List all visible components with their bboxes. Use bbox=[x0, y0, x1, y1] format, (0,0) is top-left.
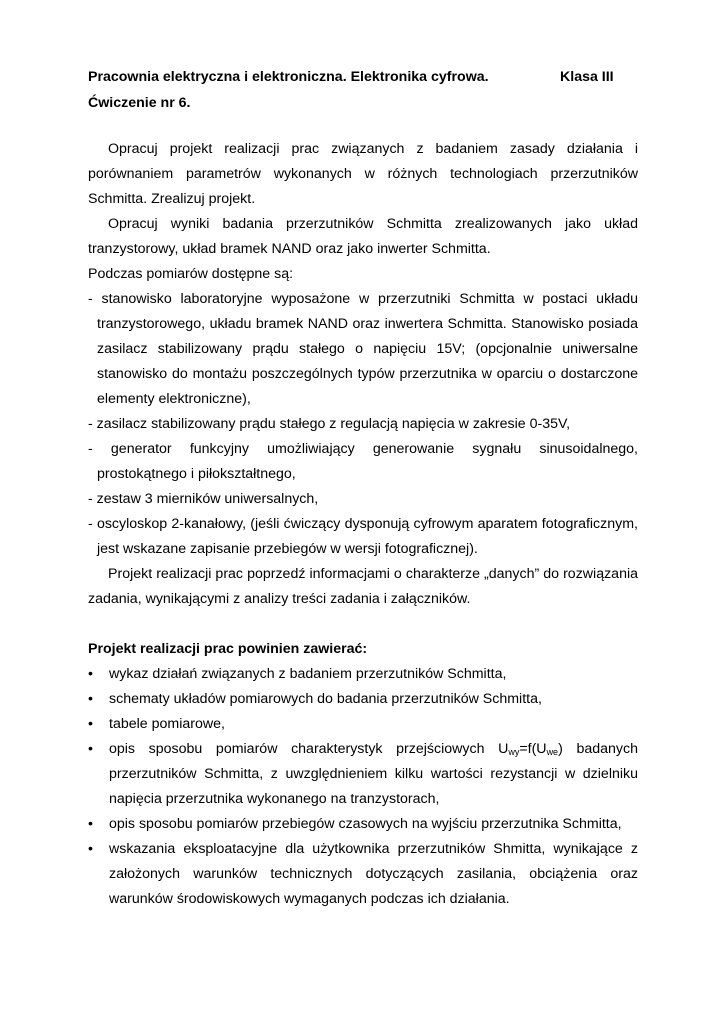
equipment-intro: Podczas pomiarów dostępne są: bbox=[88, 266, 294, 282]
list-item bbox=[88, 737, 638, 812]
intro-paragraph-1: Opracuj projekt realizacji prac związanych z badaniem zasady działania i porównaniem parametrów wykonanych w różnych technologiach przerzutników Schmitta. Zrealizuj projekt. bbox=[88, 141, 638, 207]
list-item-text: wykaz działań związanych z badaniem przerzutników Schmitta, bbox=[109, 666, 507, 682]
formula-close: ) bbox=[558, 741, 563, 757]
list-item-text bbox=[109, 741, 638, 807]
document-body bbox=[88, 137, 638, 912]
formula-lead-text: opis sposobu pomiarów charakterystyk przejściowych bbox=[109, 741, 485, 757]
equipment-item-1: - stanowisko laboratoryjne wyposażone w przerzutniki Schmitta w postaci układu tranzystorowego, układu bramek NAND oraz inwertera Schmitta. Stanowisko posiada zasilacz stabilizowany prądu stałego o napięciu 15V; (opcjonalnie uniwersalne stanowisko do montażu poszczególnych typów przerzutnika w oparciu o dostarczone elementy elektroniczne), bbox=[88, 291, 638, 407]
closing-paragraph: Projekt realizacji prac poprzedź informacjami o charakterze „danych” do rozwiązania zadania, wynikającymi z analizy treści zadania i załączników. bbox=[88, 566, 638, 607]
bullet-icon: • bbox=[88, 841, 93, 857]
class-label: Klasa III bbox=[560, 69, 614, 85]
list-item-text: wskazania eksploatacyjne dla użytkownika przerzutników Shmitta, wynikające z założonych warunków technicznych dotyczących zasilania, obciążenia oraz warunków środowiskowych wymaganych podczas ich działania. bbox=[109, 841, 638, 907]
list-item bbox=[88, 712, 638, 737]
project-heading: Projekt realizacji prac powinien zawierać: bbox=[88, 641, 368, 657]
bullet-icon: • bbox=[88, 816, 93, 832]
course-title: Pracownia elektryczna i elektroniczna. Elektronika cyfrowa. bbox=[88, 69, 489, 85]
formula-u-out: U bbox=[498, 741, 509, 757]
exercise-number: Ćwiczenie nr 6. bbox=[88, 95, 191, 111]
list-item bbox=[88, 662, 638, 687]
document-header bbox=[88, 64, 648, 116]
list-item-text: schematy układów pomiarowych do badania przerzutników Schmitta, bbox=[109, 691, 542, 707]
formula-rest: badanych przerzutników Schmitta, z uwzględnieniem kilku wartości rezystancji w dzielniku napięcia przerzutnika wykonanego na tranzystorach, bbox=[109, 741, 638, 807]
list-item bbox=[88, 837, 638, 912]
list-item-text: opis sposobu pomiarów przebiegów czasowych na wyjściu przerzutnika Schmitta, bbox=[109, 816, 622, 832]
intro-paragraph-2: Opracuj wyniki badania przerzutników Schmitta zrealizowanych jako układ tranzystorowy, układ bramek NAND oraz jako inwerter Schmitta. bbox=[88, 216, 638, 257]
equipment-item-2: - zasilacz stabilizowany prądu stałego z regulacją napięcia w zakresie 0-35V, bbox=[88, 416, 571, 432]
formula-f: =f(U bbox=[519, 741, 547, 757]
list-item-text: tabele pomiarowe, bbox=[109, 716, 225, 732]
equipment-item-3: - generator funkcyjny umożliwiający generowanie sygnału sinusoidalnego, prostokątnego i piłokształtnego, bbox=[88, 441, 638, 482]
bullet-icon: • bbox=[88, 716, 93, 732]
bullet-icon: • bbox=[88, 691, 93, 707]
spacer bbox=[88, 612, 638, 637]
bullet-icon: • bbox=[88, 666, 93, 682]
list-item bbox=[88, 812, 638, 837]
formula-sub-we: we bbox=[546, 747, 559, 757]
equipment-item-4: - zestaw 3 mierników uniwersalnych, bbox=[88, 491, 319, 507]
project-list bbox=[88, 662, 638, 912]
bullet-icon: • bbox=[88, 741, 93, 757]
equipment-item-5: - oscyloskop 2-kanałowy, (jeśli ćwiczący dysponują cyfrowym aparatem fotograficznym, jest wskazane zapisanie przebiegów w wersji fotograficznej). bbox=[88, 516, 638, 557]
formula-sub-wy: wy bbox=[508, 747, 520, 757]
list-item bbox=[88, 687, 638, 712]
